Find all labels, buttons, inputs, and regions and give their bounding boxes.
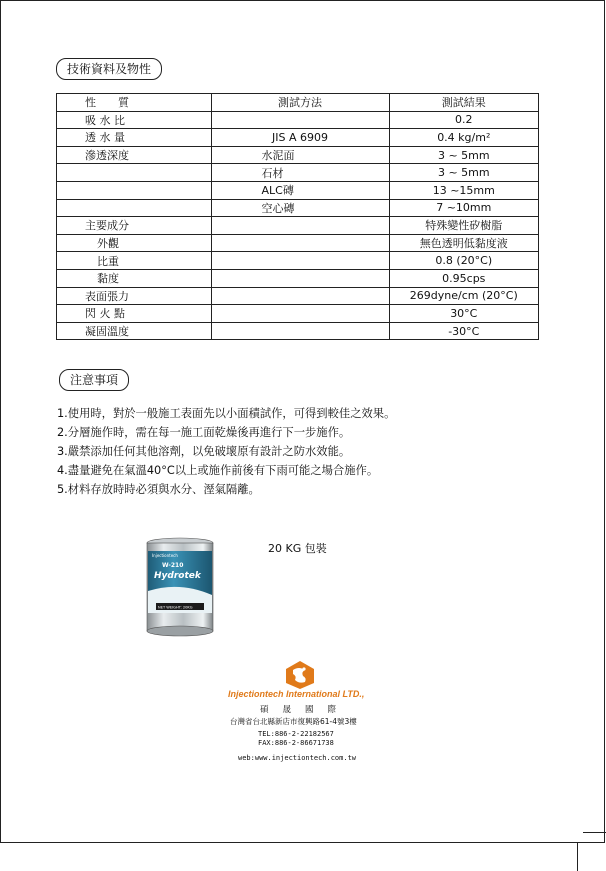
table-row [57, 146, 539, 164]
page-border-bottom [0, 842, 605, 843]
property-cell: 凝固溫度 [57, 322, 212, 340]
result-cell: 30°C [389, 305, 538, 323]
result-cell: 7 ~10mm [389, 199, 538, 217]
property-cell: 吸 水 比 [57, 111, 212, 129]
table-row [57, 164, 539, 182]
company-fax: FAX:886-2-86671738 [258, 739, 334, 747]
method-cell: 石材 [211, 164, 389, 182]
property-cell [57, 181, 212, 199]
method-cell [211, 111, 389, 129]
notes-heading: 注意事項 [59, 369, 129, 391]
header-property: 性 質 [57, 94, 212, 112]
result-cell: 3 ~ 5mm [389, 164, 538, 182]
company-address: 台灣省台北縣新店市復興路61-4號3樓 [230, 717, 357, 726]
method-cell [211, 287, 389, 305]
method-cell: ALC磚 [211, 181, 389, 199]
company-name-en: Injectiontech International LTD., [228, 689, 365, 699]
can-weight-text: NET WEIGHT: 20KG [158, 605, 193, 610]
header-test-result: 測試結果 [389, 94, 538, 112]
can-brand-text: Injectiontech [152, 553, 178, 558]
table-row [57, 199, 539, 217]
result-cell: 269dyne/cm (20°C) [389, 287, 538, 305]
property-cell [57, 199, 212, 217]
table-row [57, 181, 539, 199]
method-cell: 水泥面 [211, 146, 389, 164]
result-cell: 無色透明低黏度液 [389, 234, 538, 252]
table-row [57, 322, 539, 340]
table-row [57, 111, 539, 129]
property-cell: 黏度 [57, 269, 212, 287]
method-cell: JIS A 6909 [211, 129, 389, 147]
spec-table [56, 93, 539, 340]
page-border-right [604, 0, 605, 842]
method-cell [211, 305, 389, 323]
result-cell: 0.95cps [389, 269, 538, 287]
result-cell: 0.2 [389, 111, 538, 129]
table-header-row [57, 94, 539, 112]
header-test-method: 測試方法 [211, 94, 389, 112]
result-cell: 0.8 (20°C) [389, 252, 538, 270]
method-cell [211, 234, 389, 252]
crop-mark-vertical [577, 842, 578, 871]
list-item: 5.材料存放時時必須與水分、溼氣隔離。 [57, 483, 260, 496]
property-cell: 主要成分 [57, 217, 212, 235]
result-cell: 特殊變性矽樹脂 [389, 217, 538, 235]
result-cell: -30°C [389, 322, 538, 340]
result-cell: 0.4 kg/m² [389, 129, 538, 147]
table-row [57, 234, 539, 252]
method-cell [211, 252, 389, 270]
result-cell: 3 ~ 5mm [389, 146, 538, 164]
table-row [57, 287, 539, 305]
page-border-top [0, 0, 605, 1]
property-cell: 閃 火 點 [57, 305, 212, 323]
tech-data-heading: 技術資料及物性 [56, 58, 162, 80]
result-cell: 13 ~15mm [389, 181, 538, 199]
property-cell: 表面張力 [57, 287, 212, 305]
method-cell [211, 322, 389, 340]
can-model-text: W-210 [162, 562, 184, 569]
company-phone: TEL:886-2-22182567 [258, 730, 334, 738]
property-cell: 滲透深度 [57, 146, 212, 164]
crop-mark-horizontal [583, 832, 606, 833]
table-row [57, 252, 539, 270]
page-border-left [0, 0, 1, 842]
property-cell: 透 水 量 [57, 129, 212, 147]
method-cell [211, 269, 389, 287]
company-website: web:www.injectiontech.com.tw [238, 754, 357, 762]
list-item: 3.嚴禁添加任何其他溶劑，以免破壞原有設計之防水效能。 [57, 445, 351, 458]
package-size-label: 20 KG 包裝 [268, 542, 327, 555]
table-row [57, 269, 539, 287]
property-cell: 比重 [57, 252, 212, 270]
method-cell [211, 217, 389, 235]
property-cell: 外觀 [57, 234, 212, 252]
list-item: 1.使用時，對於一般施工表面先以小面積試作，可得到較佳之效果。 [57, 407, 396, 420]
table-row [57, 129, 539, 147]
property-cell [57, 164, 212, 182]
list-item: 2.分層施作時，需在每一施工面乾燥後再進行下一步施作。 [57, 426, 351, 439]
company-logo-icon [283, 660, 317, 690]
can-product-name: Hydrotek [154, 571, 201, 581]
product-can-image [144, 537, 216, 637]
notes-list [57, 404, 395, 499]
company-name-zh: 碩晟國際 [260, 705, 351, 715]
table-row [57, 217, 539, 235]
list-item: 4.盡量避免在氣溫40°C以上或施作前後有下雨可能之場合施作。 [57, 464, 379, 477]
method-cell: 空心磚 [211, 199, 389, 217]
table-row [57, 305, 539, 323]
